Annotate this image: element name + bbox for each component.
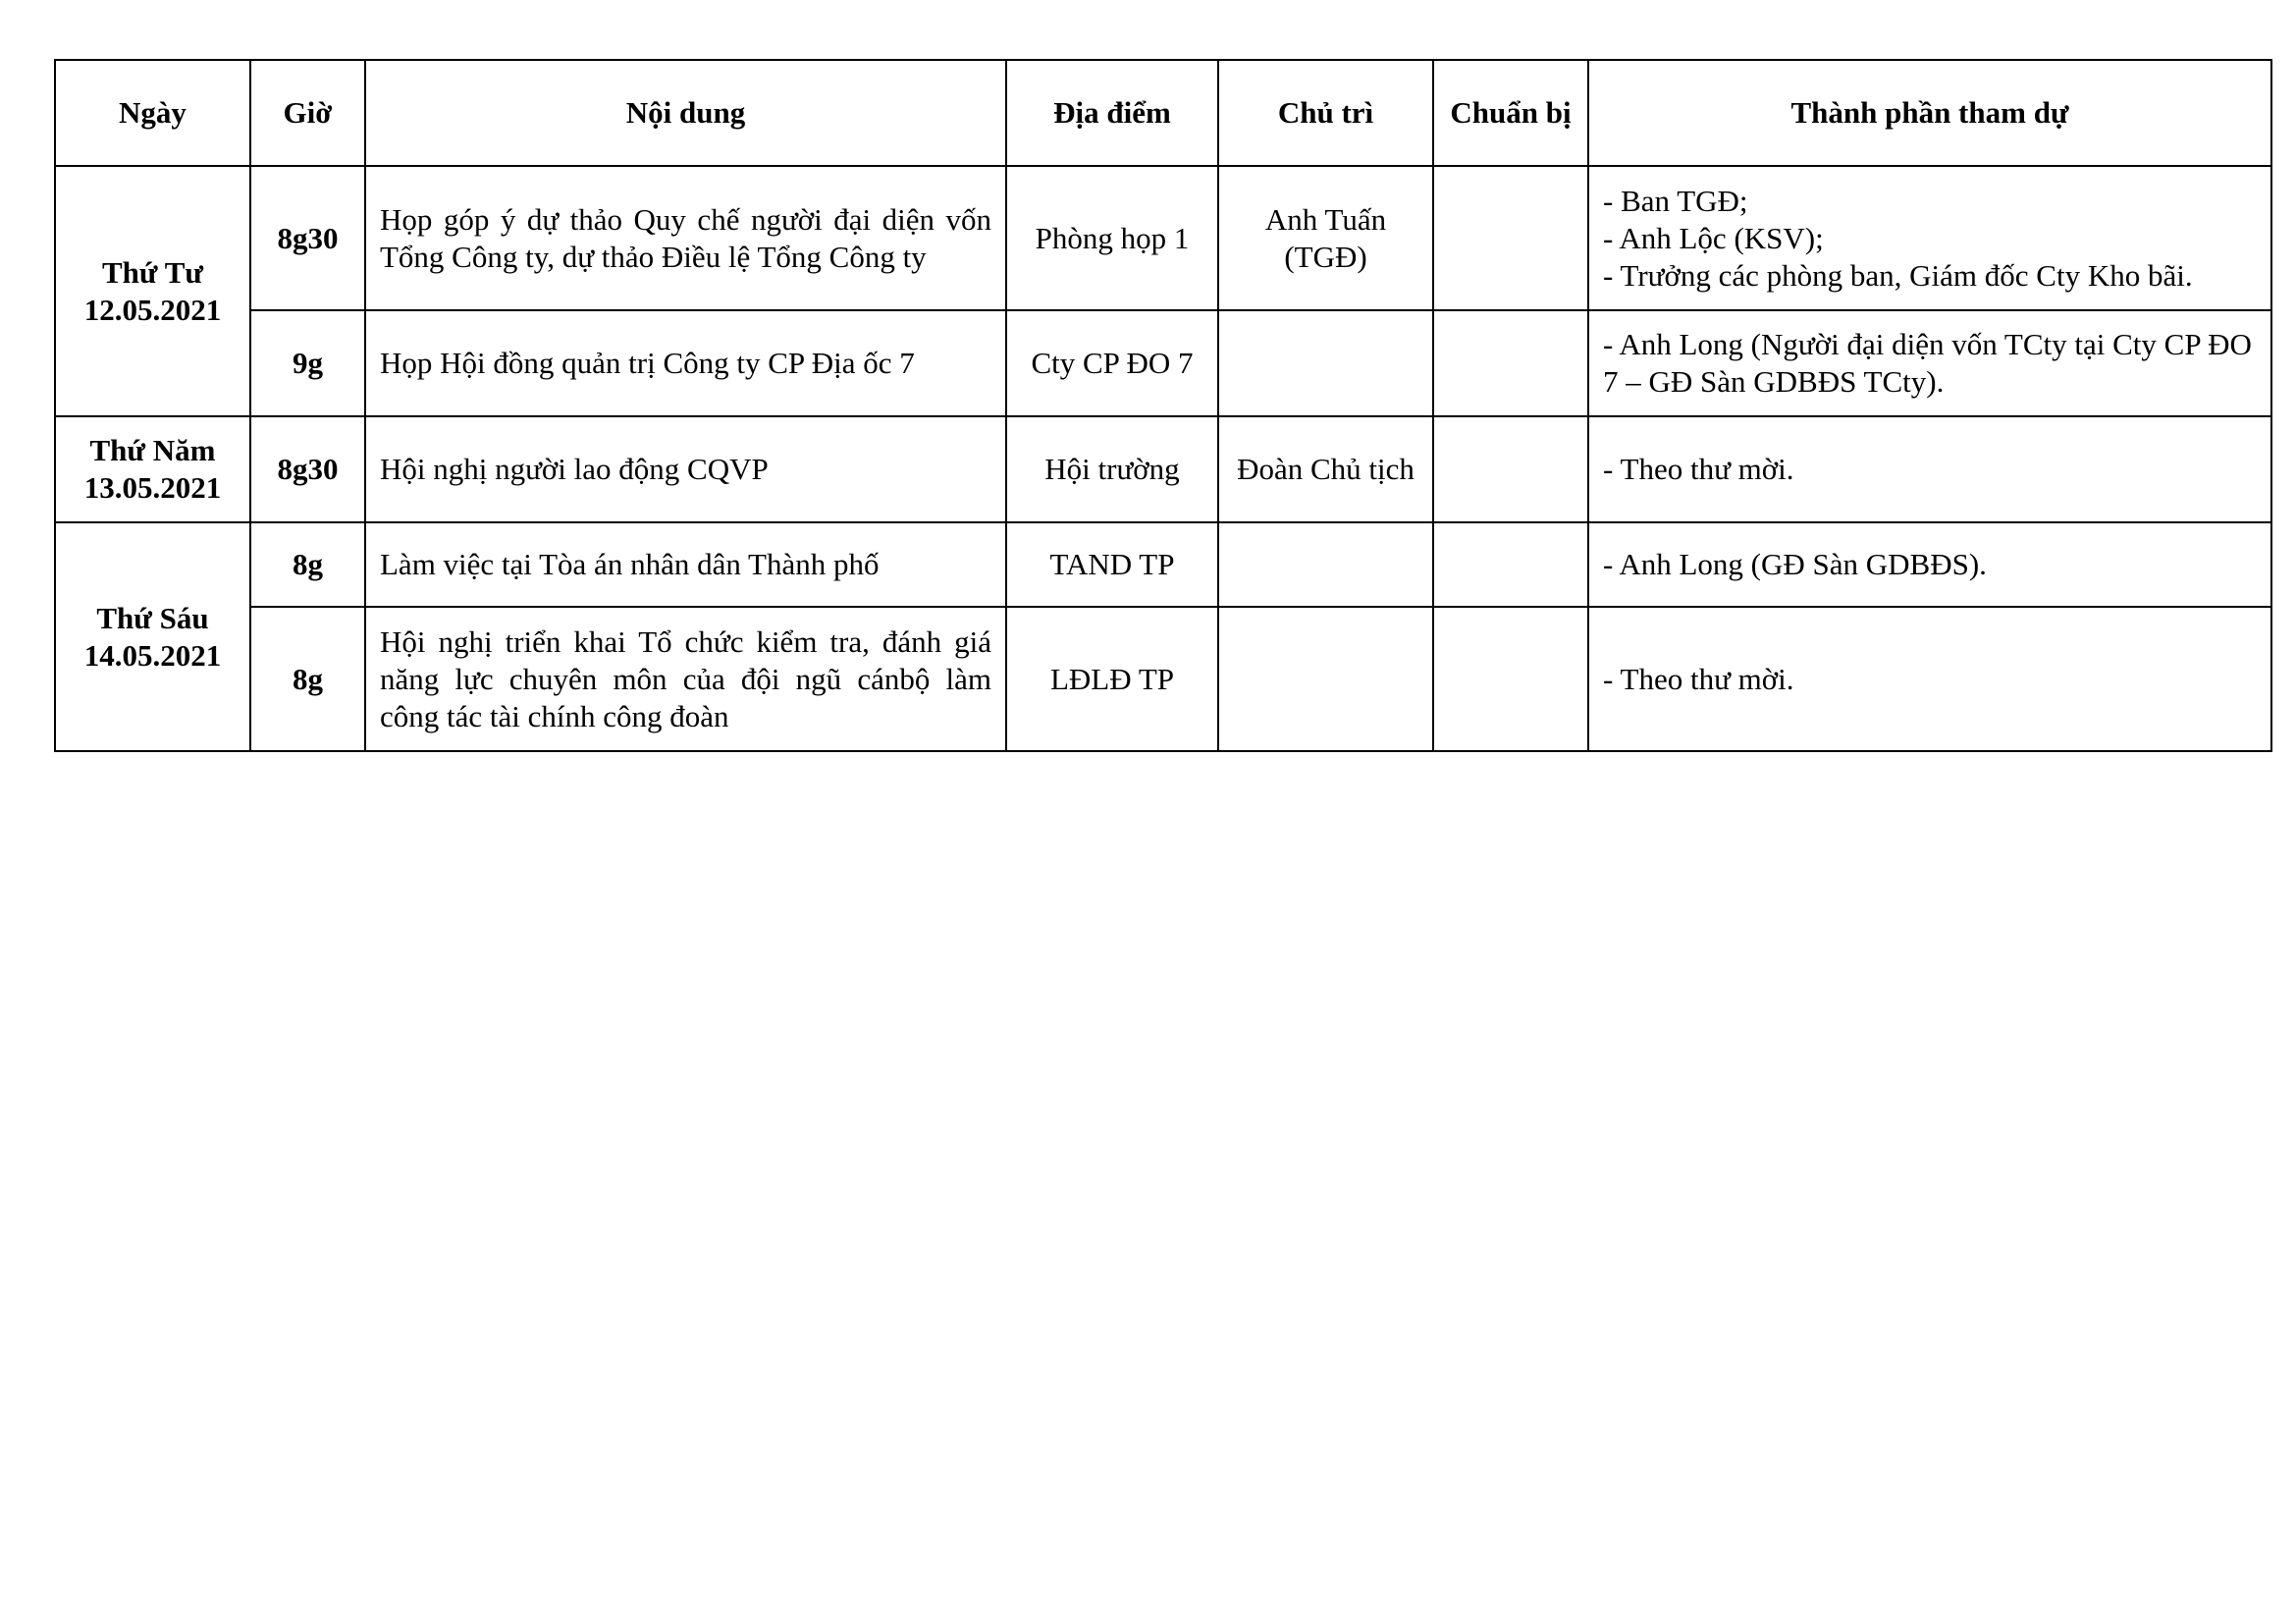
place-cell: TAND TP	[1006, 522, 1218, 607]
time-cell: 8g30	[250, 416, 365, 522]
attendee-line: - Theo thư mời.	[1603, 661, 1794, 696]
time-cell: 8g	[250, 607, 365, 751]
date-cell	[55, 416, 250, 522]
place-cell: LĐLĐ TP	[1006, 607, 1218, 751]
attendee-line: - Theo thư mời.	[1603, 452, 1794, 486]
chair-cell	[1218, 310, 1433, 416]
time-cell: 8g30	[250, 166, 365, 310]
header-prep: Chuẩn bị	[1433, 60, 1588, 166]
header-place: Địa điểm	[1006, 60, 1218, 166]
time-cell: 9g	[250, 310, 365, 416]
header-attendees: Thành phần tham dự	[1588, 60, 2271, 166]
prep-cell	[1433, 166, 1588, 310]
prep-cell	[1433, 310, 1588, 416]
content-cell: Họp góp ý dự thảo Quy chế người đại diện vốn Tổng Công ty, dự thảo Điều lệ Tổng Công ty	[365, 166, 1006, 310]
attendee-line: - Anh Lộc (KSV);	[1603, 220, 1824, 255]
table-row	[55, 522, 2271, 607]
attendee-line: - Ban TGĐ;	[1603, 183, 1748, 218]
schedule-table	[54, 59, 2272, 752]
table-row	[55, 607, 2271, 751]
place-cell: Phòng họp 1	[1006, 166, 1218, 310]
content-cell: Hội nghị người lao động CQVP	[365, 416, 1006, 522]
prep-cell	[1433, 607, 1588, 751]
weekday-label: Thứ Sáu	[96, 600, 209, 635]
date-label: 12.05.2021	[83, 292, 222, 327]
chair-cell: Đoàn Chủ tịch	[1218, 416, 1433, 522]
table-row	[55, 310, 2271, 416]
place-cell: Hội trường	[1006, 416, 1218, 522]
content-cell: Họp Hội đồng quản trị Công ty CP Địa ốc 7	[365, 310, 1006, 416]
place-cell: Cty CP ĐO 7	[1006, 310, 1218, 416]
content-cell: Hội nghị triển khai Tổ chức kiểm tra, đánh giá năng lực chuyên môn của đội ngũ cánbộ làm công tác tài chính công đoàn	[365, 607, 1006, 751]
chair-cell: Anh Tuấn (TGĐ)	[1218, 166, 1433, 310]
date-label: 14.05.2021	[83, 637, 222, 673]
prep-cell	[1433, 522, 1588, 607]
table-row	[55, 166, 2271, 310]
table-row	[55, 416, 2271, 522]
attendees-cell	[1588, 522, 2271, 607]
content-cell: Làm việc tại Tòa án nhân dân Thành phố	[365, 522, 1006, 607]
weekday-label: Thứ Tư	[102, 254, 203, 290]
attendee-line: - Anh Long (Người đại diện vốn TCty tại Cty CP ĐO 7 – GĐ Sàn GDBĐS TCty).	[1603, 327, 2252, 399]
header-row	[55, 60, 2271, 166]
prep-cell	[1433, 416, 1588, 522]
attendees-cell	[1588, 416, 2271, 522]
attendee-line: - Anh Long (GĐ Sàn GDBĐS).	[1603, 547, 1987, 581]
header-date: Ngày	[55, 60, 250, 166]
date-cell	[55, 166, 250, 416]
chair-cell	[1218, 607, 1433, 751]
chair-cell	[1218, 522, 1433, 607]
date-cell	[55, 522, 250, 751]
header-content: Nội dung	[365, 60, 1006, 166]
date-label: 13.05.2021	[83, 470, 222, 505]
attendees-cell	[1588, 607, 2271, 751]
attendee-line: - Trưởng các phòng ban, Giám đốc Cty Kho bãi.	[1603, 257, 2193, 293]
attendees-cell	[1588, 166, 2271, 310]
header-chair: Chủ trì	[1218, 60, 1433, 166]
weekday-label: Thứ Năm	[89, 433, 216, 467]
header-time: Giờ	[250, 60, 365, 166]
attendees-cell	[1588, 310, 2271, 416]
time-cell: 8g	[250, 522, 365, 607]
